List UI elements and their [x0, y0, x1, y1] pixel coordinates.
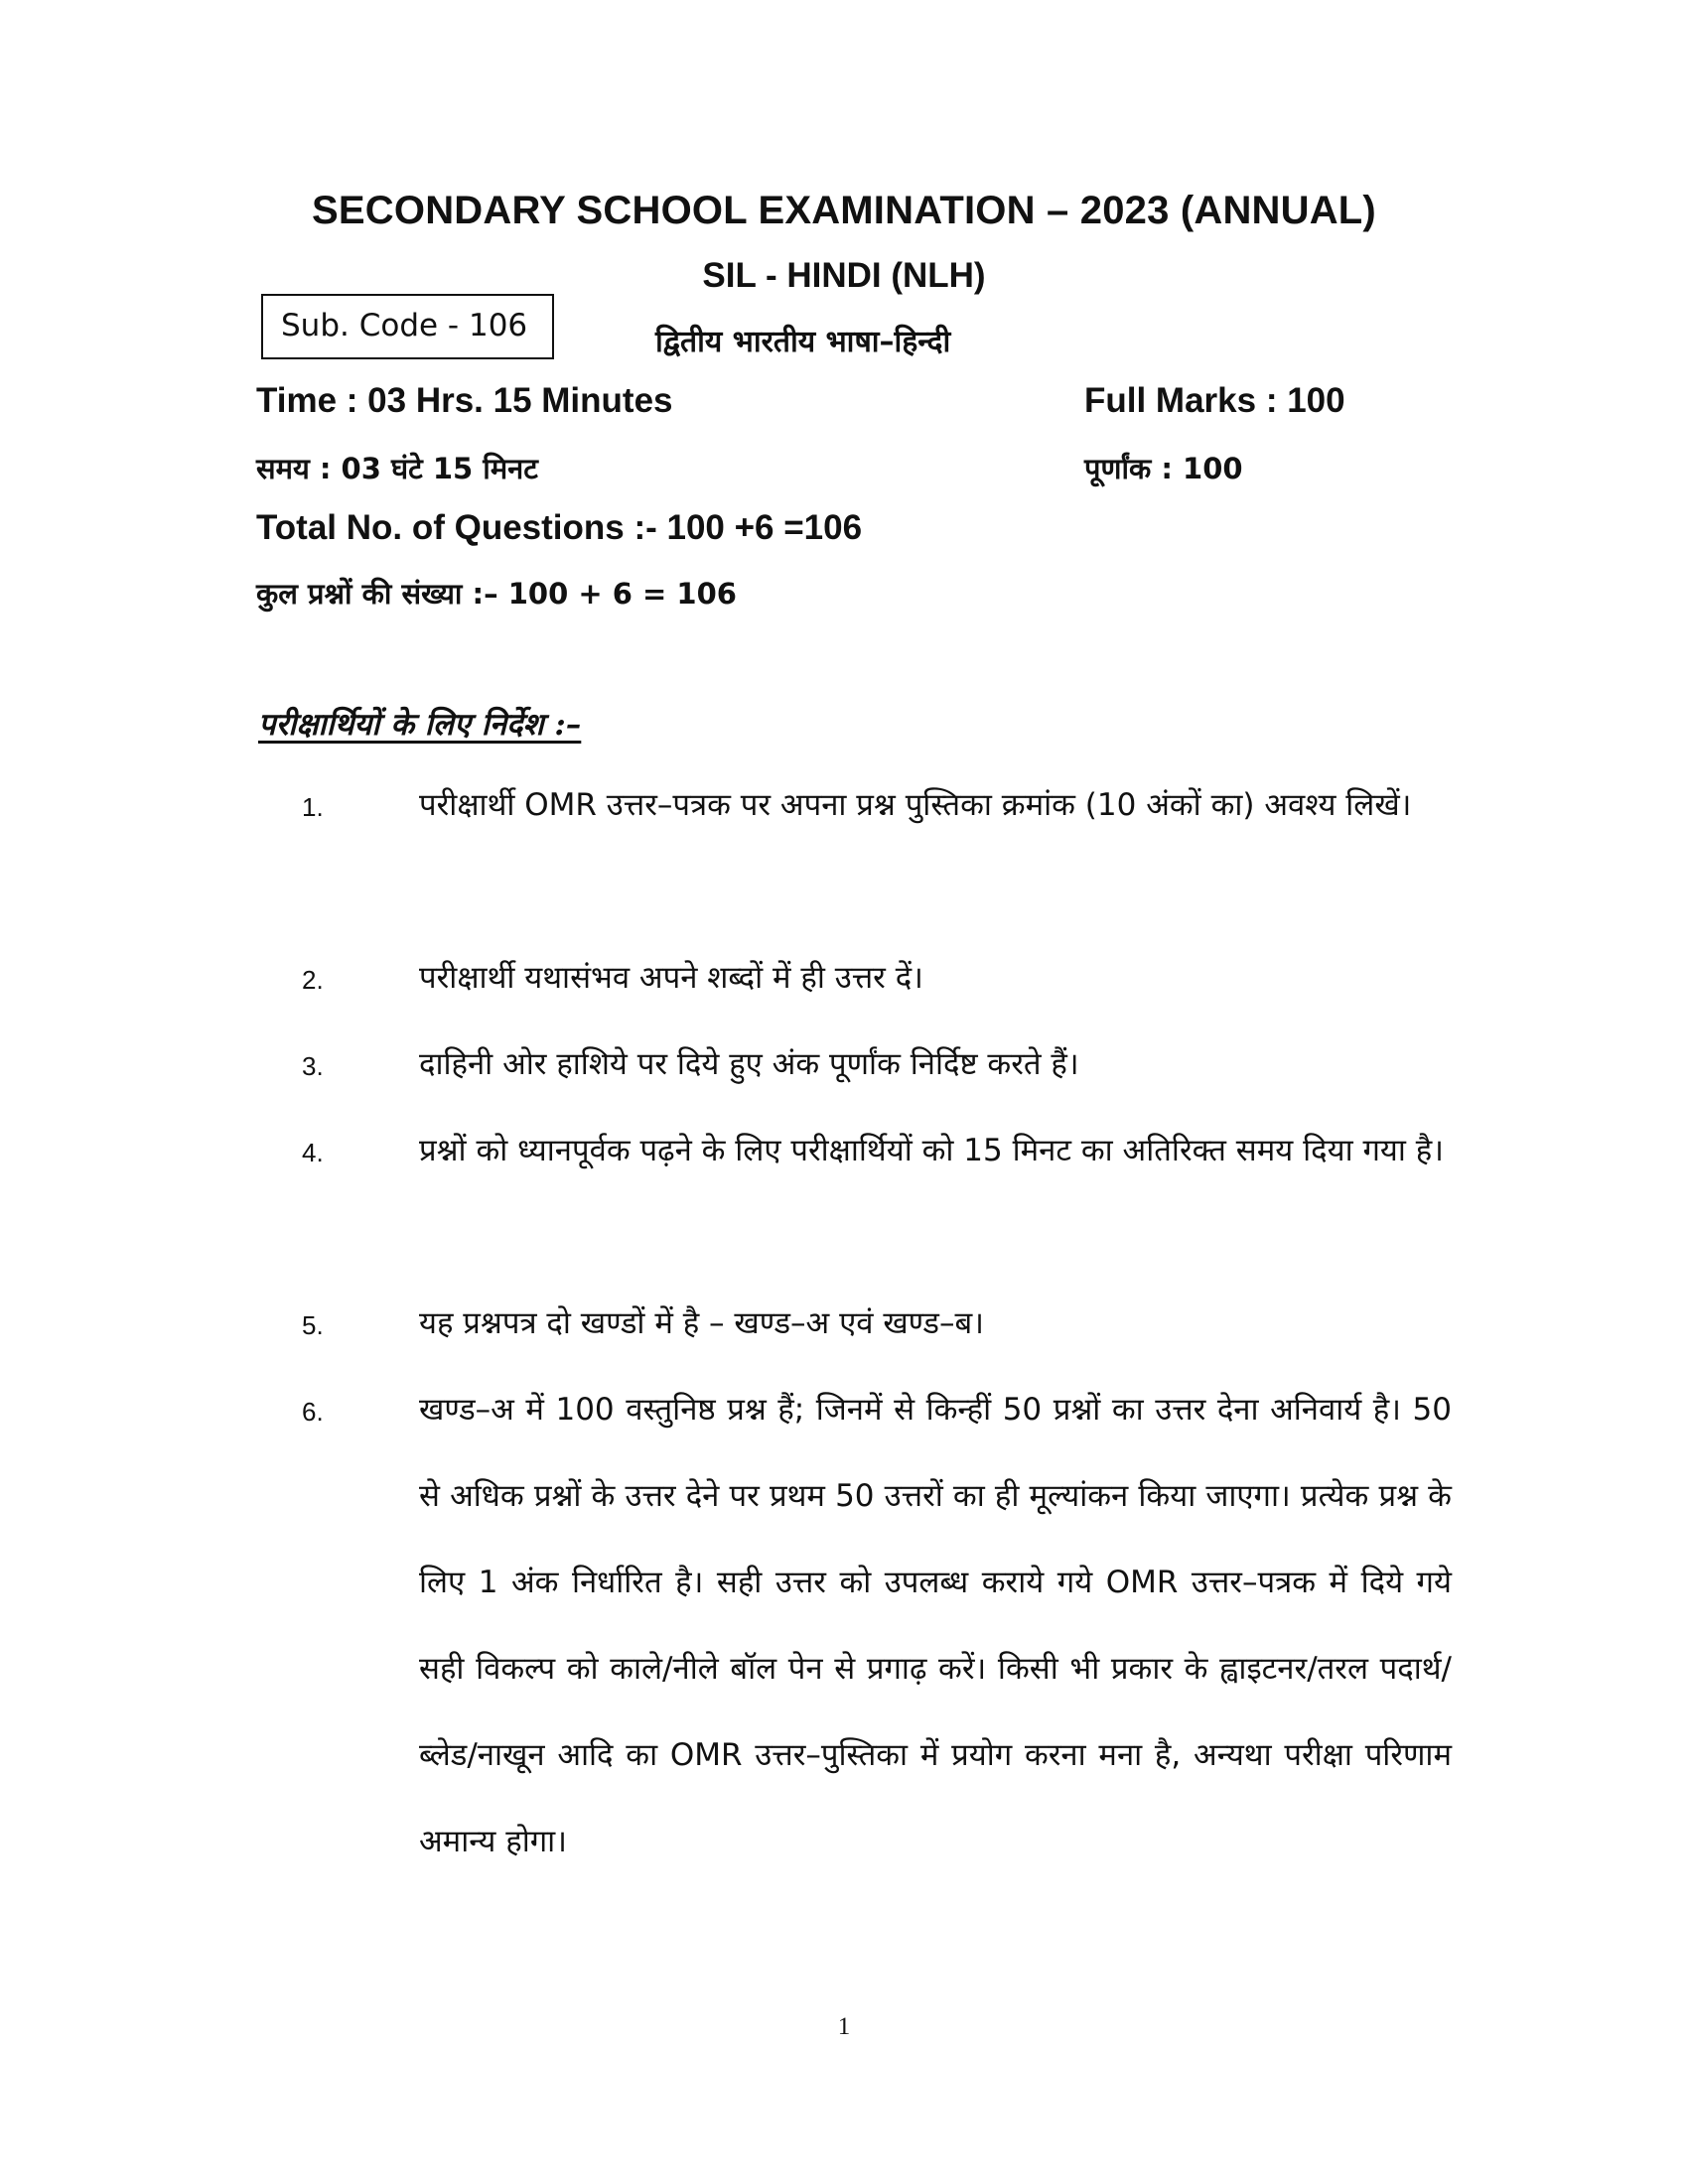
- total-questions-english: Total No. of Questions :- 100 +6 =106: [256, 508, 863, 547]
- subject-code-box: Sub. Code - 106: [261, 294, 554, 359]
- instruction-text: परीक्षार्थी यथासंभव अपने शब्दों में ही उत्तर दें।: [419, 960, 923, 996]
- instruction-text: प्रश्नों को ध्यानपूर्वक पढ़ने के लिए परीक्षार्थियों को 15 मिनट का अतिरिक्त समय दिया गया है।: [419, 1133, 1444, 1168]
- subject-title-hindi: द्वितीय भारतीय भाषा–हिन्दी: [655, 325, 951, 359]
- full-marks-english: Full Marks : 100: [1084, 381, 1345, 420]
- page-number: 1: [837, 2013, 851, 2040]
- instruction-text: खण्ड–अ में 100 वस्तुनिष्ठ प्रश्न हैं; जिनमें से किन्हीं 50 प्रश्नों का उत्तर देना अनिवार्य है। 50 से अधिक प्रश्नों के उत्तर देने पर प्रथम 50 उत्तरों का ही मूल्यांकन किया जाएगा। प्रत्येक प्रश्न के लिए 1 अंक निर्धारित है। सही उत्तर को उपलब्ध कराये गये OMR उत्तर–पत्रक में दिये गये सही विकल्प को काले/नीले बॉल पेन से प्रगाढ़ करें। किसी भी प्रकार के ह्वाइटनर/तरल पदार्थ/ब्लेड/नाखून आदि का OMR उत्तर–पुस्तिका में प्रयोग करना मना है, अन्यथा परीक्षा परिणाम अमान्य होगा।: [419, 1392, 1452, 1859]
- instruction-number: 1.: [302, 792, 324, 822]
- full-marks-hindi: पूर्णांक : 100: [1084, 452, 1243, 485]
- instruction-text: यह प्रश्नपत्र दो खण्डों में है – खण्ड–अ एवं खण्ड–ब।: [419, 1305, 984, 1341]
- instruction-text: दाहिनी ओर हाशिये पर दिये हुए अंक पूर्णांक निर्दिष्ट करते हैं।: [419, 1046, 1079, 1082]
- instruction-text: परीक्षार्थी OMR उत्तर–पत्रक पर अपना प्रश्न पुस्तिका क्रमांक (10 अंकों का) अवश्य लिखें।: [419, 787, 1412, 823]
- time-hindi: समय : 03 घंटे 15 मिनट: [256, 452, 538, 485]
- instruction-number: 5.: [302, 1310, 324, 1340]
- subject-title-english: SIL - HINDI (NLH): [702, 256, 986, 295]
- time-english: Time : 03 Hrs. 15 Minutes: [256, 381, 673, 420]
- instruction-number: 4.: [302, 1138, 324, 1167]
- total-questions-hindi: कुल प्रश्नों की संख्या :– 100 + 6 = 106: [256, 577, 737, 611]
- instructions-heading: परीक्षार्थियों के लिए निर्देश :–: [258, 707, 582, 743]
- instruction-number: 6.: [302, 1397, 324, 1427]
- exam-title: SECONDARY SCHOOL EXAMINATION – 2023 (ANNUAL): [312, 189, 1376, 232]
- instruction-number: 3.: [302, 1051, 324, 1081]
- instruction-number: 2.: [302, 965, 324, 995]
